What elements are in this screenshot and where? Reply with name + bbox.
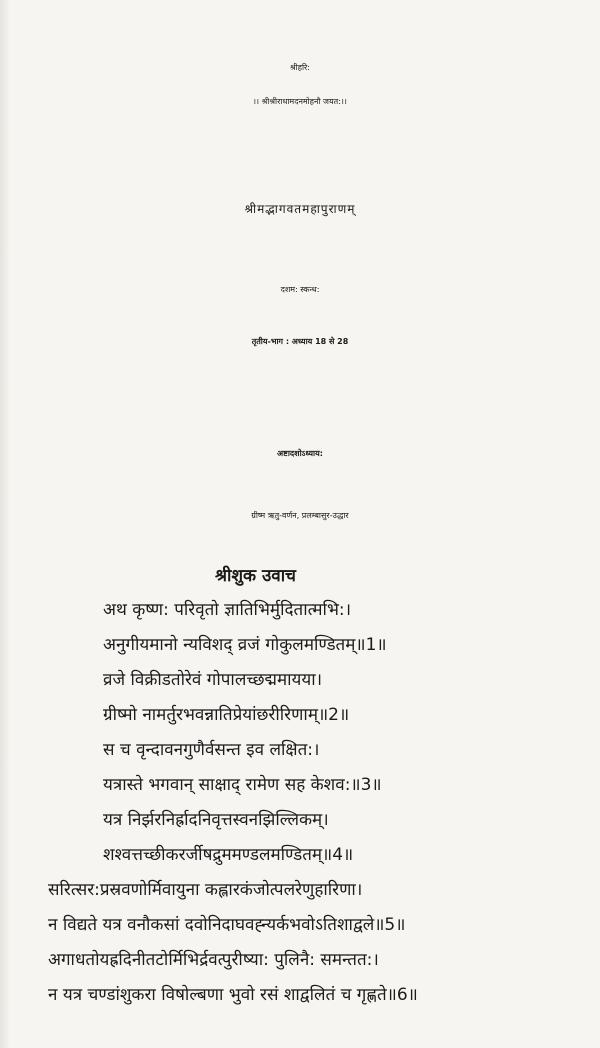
- chapter-subtitle: ग्रीष्म ऋतु-वर्णन, प्रलम्बासुर-उद्धार: [251, 511, 349, 520]
- verse-line: अगाधतोयह्रदिनीतटोर्मिभिर्द्रवत्पुरीष्या: पुलिनै: समन्तत:।: [48, 950, 379, 970]
- verse-line: व्रजे विक्रीडतोरेवं गोपालच्छद्ममायया।: [103, 670, 323, 690]
- speaker-label: श्रीशुक उवाच: [215, 566, 296, 586]
- verse-line: यत्र निर्झरनिर्ह्रादनिवृत्तस्वनझिल्लिकम्।: [103, 810, 329, 830]
- blessing-line: ।। श्रीश्रीराधामदनमोहनौ जयत:।।: [253, 97, 347, 106]
- verse-line: न विद्यते यत्र वनौकसां दवोनिदाघवह्न्यर्कभवोऽतिशाद्वले॥5॥: [48, 915, 406, 935]
- verse-line: सरित्सर:प्रस्रवणोर्मिवायुना कह्लारकंजोत्पलरेणुहारिणा।: [48, 880, 363, 900]
- verse-line: यत्रास्ते भगवान् साक्षाद् रामेण सह केशव:॥3॥: [103, 775, 382, 795]
- invocation: श्रीहरि:: [289, 63, 311, 72]
- book-title: श्रीमद्भागवतमहापुराणम्: [244, 202, 356, 216]
- verse-line: स च वृन्दावनगुणैर्वसन्त इव लक्षित:।: [103, 740, 320, 760]
- page-gutter-shadow: [0, 0, 10, 1048]
- verse-line: अथ कृष्ण: परिवृतो ज्ञातिभिर्मुदितात्मभि:।: [103, 600, 352, 620]
- verse-line: शश्वत्तच्छीकरर्जीषद्रुममण्डलमण्डितम्॥4॥: [103, 845, 354, 865]
- skandha-heading: दशम: स्कन्ध:: [280, 285, 320, 294]
- verse-line: ग्रीष्मो नामर्तुरभवन्नातिप्रेयांछरीरिणाम्॥2॥: [103, 705, 350, 725]
- verse-line: अनुगीयमानो न्यविशद् व्रजं गोकुलमण्डितम्॥1॥: [103, 635, 387, 655]
- chapter-title: अष्टादशोऽध्याय:: [277, 449, 323, 458]
- part-heading: तृतीय-भाग : अध्याय 18 से 28: [251, 337, 349, 346]
- verse-line: न यत्र चण्डांशुकरा विषोल्बणा भुवो रसं शाद्वलितं च गृह्णते॥6॥: [48, 985, 418, 1005]
